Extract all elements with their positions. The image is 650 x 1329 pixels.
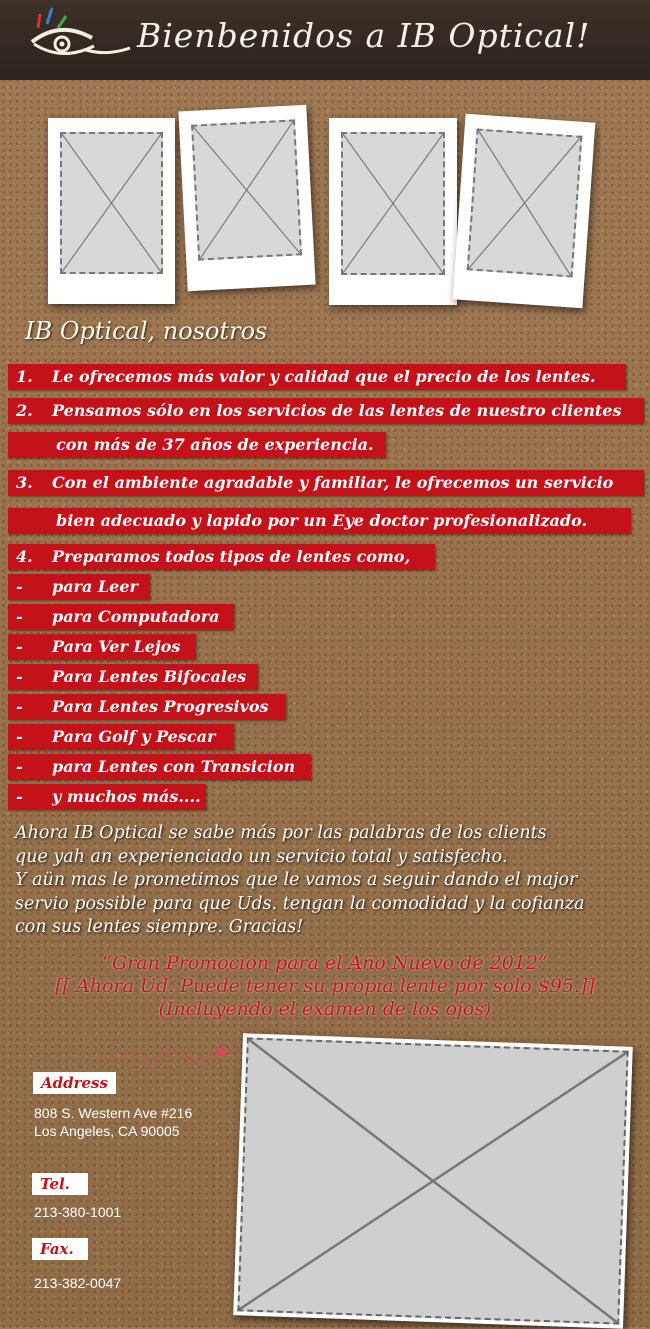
eye-logo-icon: [22, 4, 132, 72]
list-text: para Computadora: [52, 607, 220, 626]
list-item: [8, 544, 435, 570]
list-number: 1.: [16, 367, 33, 386]
list-number: 2.: [16, 401, 33, 420]
photo-placeholder: [341, 132, 445, 275]
photo-polaroid-1: [48, 118, 175, 304]
paragraph-line: con sus lentes siempre. Gracias!: [15, 917, 304, 937]
list-number: -: [16, 787, 23, 806]
list-text: Para Lentes Progresivos: [52, 697, 269, 716]
list-text: Para Ver Lejos: [52, 637, 181, 656]
list-item: [8, 784, 206, 810]
header-banner: [0, 0, 650, 80]
list-number: -: [16, 607, 23, 626]
tel-label: Tel.: [32, 1173, 88, 1195]
list-item: [8, 724, 234, 750]
list-text: Con el ambiente agradable y familiar, le ofrecemos un servicio: [52, 473, 614, 492]
photo-polaroid-3: [329, 118, 457, 305]
promo-note: (Incluyendo el examen de los ojos): [158, 998, 492, 1020]
list-text: bien adecuado y lapido por un Eye doctor profesionalizado.: [56, 511, 588, 530]
promo-title: “Gran Promocion para el Año Nuevo de 2012”: [102, 952, 548, 974]
list-text: con más de 37 años de experiencia.: [56, 435, 374, 454]
list-item: [8, 508, 631, 534]
list-item: [8, 364, 626, 390]
list-number: 4.: [16, 547, 33, 566]
list-item: [8, 754, 311, 780]
list-text: Para Lentes Bifocales: [52, 667, 247, 686]
promo-offer: [[ Ahora Ud. Puede tener su propia lente por solo $95.]]: [55, 975, 595, 997]
photo-placeholder: [467, 128, 583, 277]
tel-number[interactable]: 213-380-1001: [34, 1204, 122, 1220]
list-number: -: [16, 577, 23, 596]
store-photo-frame: [233, 1033, 633, 1328]
list-text: Pensamos sólo en los servicios de las lentes de nuestro clientes: [52, 401, 622, 420]
list-item: [8, 574, 150, 600]
swirl-arrow-icon: [105, 1040, 235, 1070]
paragraph-line: que yah an experienciado un servicio total y satisfecho.: [15, 846, 508, 867]
about-paragraph: [15, 822, 640, 940]
list-item: [8, 432, 386, 458]
store-interior-photo: [237, 1037, 628, 1324]
page-title: Bienbenidos a IB Optical!: [137, 16, 591, 55]
paragraph-line: Y aün mas le prometimos que le vamos a seguir dando el major: [15, 870, 578, 890]
list-number: -: [16, 757, 23, 776]
list-item: [8, 634, 196, 660]
list-text: para Leer: [52, 577, 138, 596]
address-line-1: 808 S. Western Ave #216: [34, 1105, 193, 1121]
photo-placeholder: [60, 132, 163, 274]
list-number: -: [16, 637, 23, 656]
section-subtitle: IB Optical, nosotros: [25, 317, 268, 345]
list-item: [8, 470, 644, 496]
list-number: -: [16, 697, 23, 716]
fax-number: 213-382-0047: [34, 1275, 122, 1291]
list-item: [8, 398, 644, 424]
address-label: Address: [33, 1072, 116, 1094]
list-text: Preparamos todos tipos de lentes como,: [52, 547, 411, 566]
list-item: [8, 604, 234, 630]
list-text: para Lentes con Transicion: [52, 757, 296, 776]
list-item: [8, 694, 286, 720]
list-number: 3.: [16, 473, 33, 492]
paragraph-line: Ahora IB Optical se sabe más por las palabras de los clients: [15, 823, 547, 843]
paragraph-line: servio possible para que Uds. tengan la comodidad y la cofianza: [15, 893, 585, 914]
list-text: y muchos más....: [52, 787, 201, 806]
list-item: [8, 664, 258, 690]
photo-polaroid-4: [453, 114, 596, 309]
list-text: Para Golf y Pescar: [52, 727, 216, 746]
photo-polaroid-2: [178, 105, 315, 291]
promo-block: [0, 952, 650, 1021]
address-line-2: Los Angeles, CA 90005: [34, 1123, 180, 1139]
photo-placeholder: [191, 119, 302, 260]
list-text: Le ofrecemos más valor y calidad que el precio de los lentes.: [52, 367, 596, 386]
address-text: [34, 1104, 192, 1140]
list-number: -: [16, 727, 23, 746]
fax-label: Fax.: [32, 1238, 88, 1260]
list-number: -: [16, 667, 23, 686]
